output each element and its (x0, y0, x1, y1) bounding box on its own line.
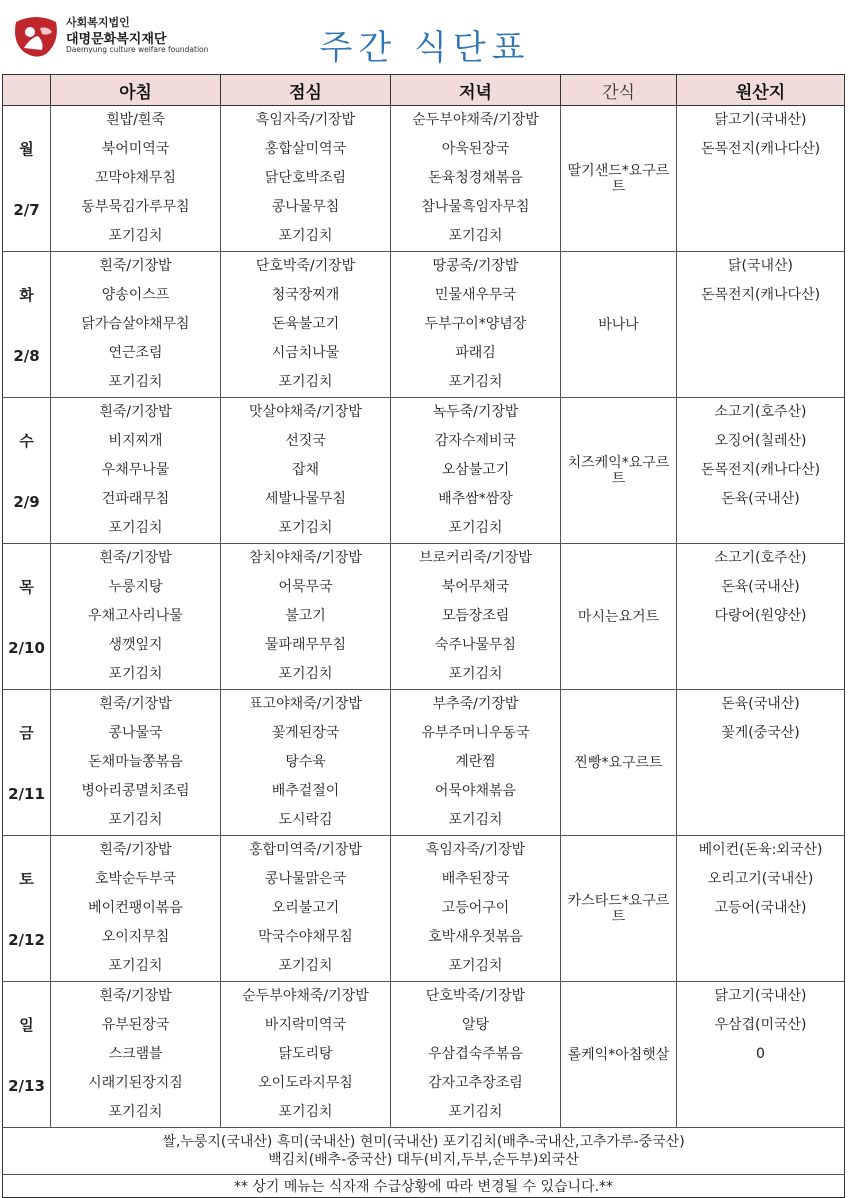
breakfast-item: 누룽지탕 (108, 579, 163, 595)
dinner-item: 녹두죽/기장밥 (432, 404, 519, 420)
dinner-item: 배추쌈*쌈장 (438, 491, 513, 507)
breakfast-item: 양송이스프 (101, 287, 170, 303)
origin-column-header: 원산지 (677, 75, 845, 106)
lunch-item: 콩나물무침 (271, 199, 340, 215)
breakfast-cell (51, 690, 221, 836)
breakfast-item: 시래기된장지짐 (88, 1075, 183, 1091)
breakfast-item: 포기김치 (108, 666, 163, 682)
dinner-cell (391, 106, 561, 252)
breakfast-item: 우채고사리나물 (88, 608, 183, 624)
dinner-item: 포기김치 (448, 666, 503, 682)
dinner-item: 포기김치 (448, 958, 503, 974)
lunch-column-header: 점심 (221, 75, 391, 106)
dinner-item: 계란찜 (455, 754, 496, 770)
origin-cell (677, 690, 845, 836)
notice-row (3, 1175, 845, 1198)
dinner-item: 포기김치 (448, 520, 503, 536)
origin-item: 꽃게(중국산) (721, 725, 800, 741)
dinner-item: 호박새우젓볶음 (428, 929, 523, 945)
day-cell (3, 544, 51, 690)
lunch-item: 청국장찌개 (271, 287, 340, 303)
origin-item: 우삼겹(미국산) (714, 1017, 807, 1033)
day-row (3, 398, 845, 544)
origin-footnote (3, 1128, 845, 1175)
lunch-item: 잡채 (291, 462, 320, 478)
origin-cell (677, 544, 845, 690)
lunch-item: 닭단호박조림 (264, 170, 347, 186)
dinner-item: 고등어구이 (441, 900, 510, 916)
dinner-cell (391, 836, 561, 982)
lunch-item: 닭도리탕 (278, 1046, 333, 1062)
org-name: 대명문화복지재단 (66, 32, 167, 47)
breakfast-cell (51, 544, 221, 690)
lunch-item: 도시락김 (278, 812, 333, 828)
origin-item: 돈육(국내산) (721, 491, 800, 507)
day-name: 목 (19, 578, 34, 596)
day-name: 토 (19, 870, 34, 888)
breakfast-item: 흰죽/기장밥 (99, 258, 172, 274)
origin-footnote-line1: 쌀,누룽지(국내산) 흑미(국내산) 현미(국내산) 포기김치(배추-국내산,고추가루-중국산) (162, 1134, 685, 1150)
origin-cell (677, 982, 845, 1128)
snack-cell: 바나나 (561, 252, 677, 398)
dinner-column-header: 저녁 (391, 75, 561, 106)
breakfast-item: 포기김치 (108, 958, 163, 974)
day-date: 2/8 (13, 347, 40, 365)
origin-item: 소고기(호주산) (714, 550, 807, 566)
lunch-item: 배추겉절이 (271, 783, 340, 799)
org-type: 사회복지법인 (66, 16, 130, 29)
lunch-cell (221, 690, 391, 836)
lunch-item: 참치야채죽/기장밥 (249, 550, 362, 566)
lunch-item: 오리불고기 (271, 900, 340, 916)
breakfast-cell (51, 252, 221, 398)
day-date: 2/12 (8, 931, 45, 949)
breakfast-item: 흰죽/기장밥 (99, 842, 172, 858)
origin-item: 오리고기(국내산) (707, 871, 814, 887)
day-date: 2/9 (13, 493, 40, 511)
dinner-item: 땅콩죽/기장밥 (432, 258, 519, 274)
breakfast-item: 비지찌개 (108, 433, 163, 449)
day-name: 월 (19, 140, 34, 158)
breakfast-item: 포기김치 (108, 1104, 163, 1120)
day-column-header (3, 75, 51, 106)
breakfast-item: 호박순두부국 (94, 871, 177, 887)
origin-item: 오징어(칠레산) (714, 433, 807, 449)
dinner-item: 배추된장국 (441, 871, 510, 887)
day-cell (3, 398, 51, 544)
dinner-item: 포기김치 (448, 228, 503, 244)
lunch-item: 오이도라지무침 (258, 1075, 353, 1091)
breakfast-item: 베이컨팽이볶음 (88, 900, 183, 916)
page-header (0, 0, 850, 72)
breakfast-item: 동부묵김가루무침 (81, 199, 190, 215)
origin-footnote-row (3, 1128, 845, 1175)
dinner-item: 숙주나물무침 (434, 637, 517, 653)
breakfast-item: 흰죽/기장밥 (99, 404, 172, 420)
dinner-item: 단호박죽/기장밥 (425, 988, 526, 1004)
origin-item: 닭(국내산) (727, 258, 794, 274)
dinner-item: 감자고추장조림 (428, 1075, 523, 1091)
dinner-item: 돈육청경채볶음 (428, 170, 523, 186)
table-header-row (3, 75, 845, 106)
breakfast-cell (51, 398, 221, 544)
dinner-item: 모듬장조림 (441, 608, 510, 624)
breakfast-item: 오이지무침 (101, 929, 170, 945)
origin-item: 베이컨(돈육:외국산) (698, 842, 823, 858)
day-date: 2/7 (13, 201, 40, 219)
day-row (3, 544, 845, 690)
snack-column-header: 간식 (561, 75, 677, 106)
origin-item: 돈목전지(캐나다산) (700, 462, 821, 478)
breakfast-cell (51, 982, 221, 1128)
dinner-item: 포기김치 (448, 1104, 503, 1120)
lunch-cell (221, 106, 391, 252)
day-name: 화 (19, 286, 34, 304)
lunch-item: 콩나물맑은국 (264, 871, 347, 887)
origin-item: 소고기(호주산) (714, 404, 807, 420)
day-cell (3, 252, 51, 398)
origin-item: 돈목전지(캐나다산) (700, 141, 821, 157)
lunch-item: 막국수야채무침 (258, 929, 353, 945)
breakfast-item: 닭가슴살야채무침 (81, 316, 190, 332)
breakfast-item: 포기김치 (108, 812, 163, 828)
breakfast-item: 우채무나물 (101, 462, 170, 478)
day-cell (3, 836, 51, 982)
day-row (3, 836, 845, 982)
lunch-item: 흑임자죽/기장밥 (255, 112, 356, 128)
menu-change-notice: ** 상기 메뉴는 식자재 수급상황에 따라 변경될 수 있습니다.** (3, 1175, 845, 1198)
snack-cell: 치즈케익*요구르트 (561, 398, 677, 544)
breakfast-item: 포기김치 (108, 520, 163, 536)
lunch-item: 단호박죽/기장밥 (255, 258, 356, 274)
lunch-item: 어묵무국 (278, 579, 333, 595)
lunch-item: 포기김치 (278, 1104, 333, 1120)
snack-cell: 찐빵*요구르트 (561, 690, 677, 836)
day-row (3, 690, 845, 836)
dinner-item: 민물새우무국 (434, 287, 517, 303)
day-name: 금 (19, 724, 34, 742)
day-date: 2/13 (8, 1077, 45, 1095)
day-name: 일 (19, 1016, 34, 1034)
lunch-item: 불고기 (285, 608, 326, 624)
breakfast-item: 연근조림 (108, 345, 163, 361)
dinner-cell (391, 982, 561, 1128)
page-title: 주간 식단표 (319, 28, 531, 68)
snack-cell: 마시는요거트 (561, 544, 677, 690)
breakfast-item: 흰죽/기장밥 (99, 550, 172, 566)
lunch-cell (221, 252, 391, 398)
origin-item: 닭고기(국내산) (714, 988, 807, 1004)
lunch-item: 포기김치 (278, 228, 333, 244)
day-row (3, 982, 845, 1128)
origin-cell (677, 252, 845, 398)
lunch-cell (221, 398, 391, 544)
dinner-item: 두부구이*양념장 (424, 316, 527, 332)
dinner-item: 부추죽/기장밥 (432, 696, 519, 712)
lunch-cell (221, 544, 391, 690)
lunch-item: 포기김치 (278, 520, 333, 536)
dinner-cell (391, 252, 561, 398)
snack-cell: 카스타드*요구르트 (561, 836, 677, 982)
breakfast-item: 포기김치 (108, 228, 163, 244)
lunch-item: 홍합미역죽/기장밥 (249, 842, 362, 858)
breakfast-item: 북어미역국 (101, 141, 170, 157)
lunch-cell (221, 982, 391, 1128)
dinner-item: 북어무채국 (441, 579, 510, 595)
day-date: 2/11 (8, 785, 45, 803)
breakfast-cell (51, 106, 221, 252)
breakfast-column-header: 아침 (51, 75, 221, 106)
breakfast-item: 병아리콩멸치조림 (81, 783, 190, 799)
breakfast-item: 유부된장국 (101, 1017, 170, 1033)
dinner-item: 순두부야채죽/기장밥 (412, 112, 539, 128)
lunch-item: 홍합살미역국 (264, 141, 347, 157)
dinner-item: 포기김치 (448, 374, 503, 390)
dinner-item: 어묵야채볶음 (434, 783, 517, 799)
origin-item: 돈목전지(캐나다산) (700, 287, 821, 303)
breakfast-item: 스크램블 (108, 1046, 163, 1062)
breakfast-item: 콩나물국 (108, 725, 163, 741)
dinner-item: 감자수제비국 (434, 433, 517, 449)
dinner-cell (391, 544, 561, 690)
lunch-item: 맛살야채죽/기장밥 (249, 404, 362, 420)
lunch-item: 탕수육 (285, 754, 326, 770)
lunch-item: 선짓국 (285, 433, 326, 449)
dinner-item: 우삼겹숙주볶음 (428, 1046, 523, 1062)
dinner-cell (391, 398, 561, 544)
breakfast-item: 흰죽/기장밥 (99, 696, 172, 712)
dinner-item: 유부주머니우동국 (421, 725, 530, 741)
day-row (3, 252, 845, 398)
lunch-item: 포기김치 (278, 374, 333, 390)
origin-cell (677, 398, 845, 544)
lunch-item: 시금치나물 (271, 345, 340, 361)
lunch-item: 돈육불고기 (271, 316, 340, 332)
lunch-item: 꽃게된장국 (271, 725, 340, 741)
breakfast-item: 돈채마늘쫑볶음 (88, 754, 183, 770)
day-date: 2/10 (8, 639, 45, 657)
origin-item: 0 (756, 1046, 765, 1062)
dinner-item: 브로커리죽/기장밥 (419, 550, 532, 566)
breakfast-item: 건파래무침 (101, 491, 170, 507)
origin-item: 돈육(국내산) (721, 696, 800, 712)
snack-cell: 딸기샌드*요구르트 (561, 106, 677, 252)
breakfast-item: 흰죽/기장밥 (99, 988, 172, 1004)
dinner-item: 아욱된장국 (441, 141, 510, 157)
origin-footnote-line2: 백김치(배추-중국산) 대두(비지,두부,순두부)외국산 (268, 1152, 579, 1168)
lunch-item: 물파래무무침 (264, 637, 347, 653)
dinner-item: 포기김치 (448, 812, 503, 828)
lunch-item: 바지락미역국 (264, 1017, 347, 1033)
dinner-item: 오삼불고기 (441, 462, 510, 478)
origin-item: 돈육(국내산) (721, 579, 800, 595)
day-name: 수 (19, 432, 34, 450)
origin-item: 닭고기(국내산) (714, 112, 807, 128)
weekly-menu-table (2, 74, 845, 1198)
dinner-item: 참나물흑임자무침 (421, 199, 530, 215)
dinner-item: 알탕 (461, 1017, 490, 1033)
breakfast-item: 꼬막야채무침 (94, 170, 177, 186)
origin-item: 다랑어(원양산) (714, 608, 807, 624)
origin-cell (677, 106, 845, 252)
origin-cell (677, 836, 845, 982)
dinner-item: 흑임자죽/기장밥 (425, 842, 526, 858)
lunch-cell (221, 836, 391, 982)
breakfast-item: 포기김치 (108, 374, 163, 390)
lunch-item: 순두부야채죽/기장밥 (242, 988, 369, 1004)
day-cell (3, 982, 51, 1128)
lunch-item: 표고야채죽/기장밥 (249, 696, 362, 712)
org-english-name: Daemyung culture welfare foundation (66, 45, 209, 54)
breakfast-item: 흰밥/흰죽 (106, 112, 165, 128)
lunch-item: 세발나물무침 (264, 491, 347, 507)
origin-item: 고등어(국내산) (714, 900, 807, 916)
snack-cell: 롤케익*아침햇살 (561, 982, 677, 1128)
menu-body (3, 106, 845, 1128)
dinner-cell (391, 690, 561, 836)
day-cell (3, 106, 51, 252)
dinner-item: 파래김 (455, 345, 496, 361)
lunch-item: 포기김치 (278, 958, 333, 974)
breakfast-item: 생깻잎지 (108, 637, 163, 653)
lunch-item: 포기김치 (278, 666, 333, 682)
day-row (3, 106, 845, 252)
breakfast-cell (51, 836, 221, 982)
day-cell (3, 690, 51, 836)
